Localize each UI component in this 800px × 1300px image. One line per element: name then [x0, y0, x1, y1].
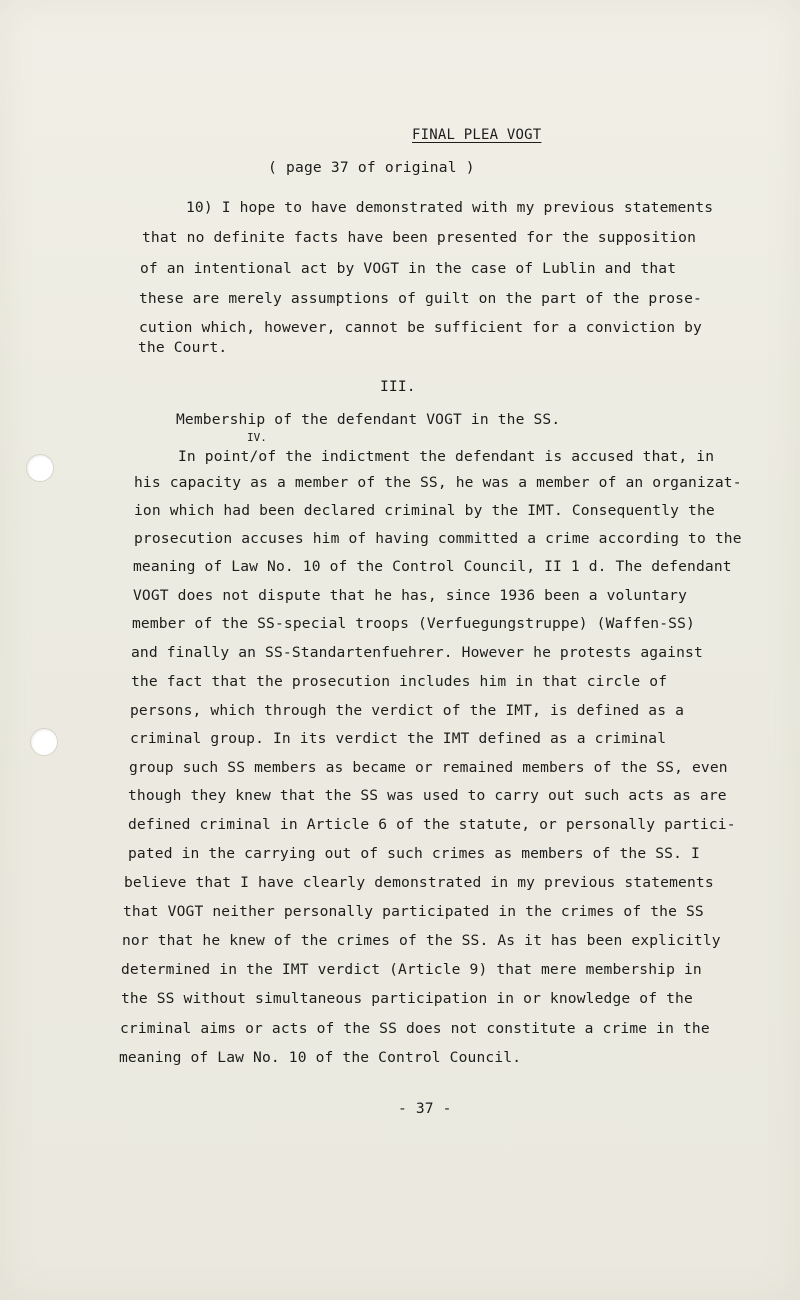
roman-insert: IV.: [247, 431, 267, 444]
paragraph-1-line: cution which, however, cannot be sufficient for a conviction by: [139, 319, 702, 336]
paragraph-2-line: nor that he knew of the crimes of the SS. As it has been explicitly: [122, 932, 721, 949]
paragraph-2-line: member of the SS-special troops (Verfuegungstruppe) (Waffen-SS): [132, 615, 695, 632]
paragraph-2-line: believe that I have clearly demonstrated in my previous statements: [124, 874, 714, 891]
paragraph-1-line: that no definite facts have been presented for the supposition: [142, 229, 697, 246]
document-title: FINAL PLEA VOGT: [412, 127, 542, 143]
paragraph-1-line: the Court.: [138, 339, 228, 356]
paragraph-2-line: determined in the IMT verdict (Article 9) that mere membership in: [121, 961, 702, 978]
paragraph-2-line: the fact that the prosecution includes him in that circle of: [131, 673, 668, 690]
paragraph-2-line: criminal aims or acts of the SS does not constitute a crime in the: [120, 1020, 710, 1037]
paragraph-2-line: group such SS members as became or remained members of the SS, even: [129, 759, 728, 776]
paragraph-2-line: ion which had been declared criminal by the IMT. Consequently the: [134, 502, 715, 519]
paragraph-1-line: of an intentional act by VOGT in the case of Lublin and that: [140, 260, 677, 277]
paragraph-1-line: 10) I hope to have demonstrated with my previous statements: [186, 199, 714, 216]
paragraph-1-line: these are merely assumptions of guilt on the part of the prose-: [139, 290, 702, 307]
paragraph-2-line: pated in the carrying out of such crimes as members of the SS. I: [128, 845, 700, 862]
section-heading: Membership of the defendant VOGT in the SS.: [176, 411, 561, 428]
paragraph-2-line: meaning of Law No. 10 of the Control Council, II 1 d. The defendant: [133, 558, 732, 575]
paragraph-2-line: that VOGT neither personally participated in the crimes of the SS: [123, 903, 704, 920]
paragraph-2-line: his capacity as a member of the SS, he was a member of an organizat-: [134, 474, 742, 491]
paragraph-2-line: VOGT does not dispute that he has, since 1936 been a voluntary: [133, 587, 688, 604]
original-page-reference: ( page 37 of original ): [268, 159, 475, 176]
paragraph-2-line: persons, which through the verdict of the IMT, is defined as a: [130, 702, 685, 719]
paragraph-2-line: criminal group. In its verdict the IMT defined as a criminal: [130, 730, 667, 747]
paragraph-2-line: prosecution accuses him of having committed a crime according to the: [134, 530, 742, 547]
paragraph-2-line: In point/of the indictment the defendant is accused that, in: [178, 448, 715, 465]
paragraph-2-line: meaning of Law No. 10 of the Control Council.: [119, 1049, 522, 1066]
page-number: - 37 -: [398, 1100, 452, 1117]
paragraph-2-line: defined criminal in Article 6 of the statute, or personally partici-: [128, 816, 736, 833]
paragraph-2-line: though they knew that the SS was used to carry out such acts as are: [128, 787, 727, 804]
paragraph-2-line: and finally an SS-Standartenfuehrer. However he protests against: [131, 644, 703, 661]
paragraph-2-line: the SS without simultaneous participation in or knowledge of the: [121, 990, 693, 1007]
section-number: III.: [380, 378, 416, 395]
